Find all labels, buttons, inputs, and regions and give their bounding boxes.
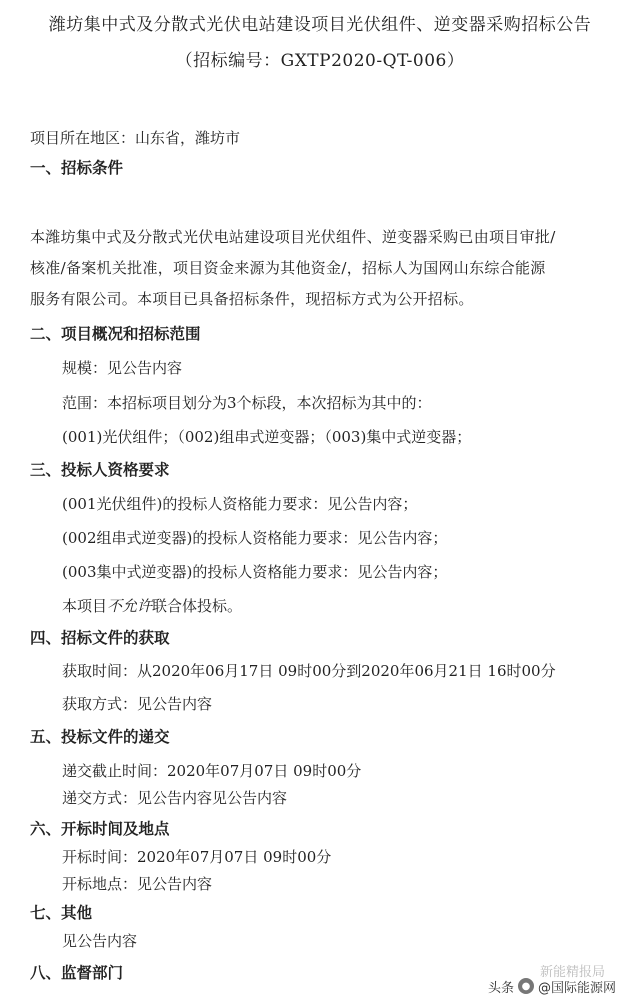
qualification-lot-002: (002组串式逆变器)的投标人资格能力要求：见公告内容； <box>62 529 448 547</box>
paragraph-line: 服务有限公司。本项目已具备招标条件，现招标方式为公开招标。 <box>30 290 474 308</box>
qualification-lot-001: (001光伏组件)的投标人资格能力要求：见公告内容； <box>62 495 418 513</box>
consortium-suffix: 联合体投标。 <box>152 597 243 615</box>
section-heading-7: 七、其他 <box>30 904 93 922</box>
section-heading-5: 五、投标文件的递交 <box>30 728 170 746</box>
section-heading-3: 三、投标人资格要求 <box>30 461 170 479</box>
project-location: 项目所在地区：山东省，潍坊市 <box>30 129 241 147</box>
source-watermark <box>488 972 638 1000</box>
bid-opening-place: 开标地点：见公告内容 <box>62 875 213 893</box>
consortium-prefix: 本项目 <box>62 597 108 615</box>
lot-list: (001)光伏组件；（002)组串式逆变器；（003)集中式逆变器； <box>62 428 472 446</box>
other-info: 见公告内容 <box>62 932 138 950</box>
qualification-lot-003: (003集中式逆变器)的投标人资格能力要求：见公告内容； <box>62 563 448 581</box>
document-acquisition-method: 获取方式：见公告内容 <box>62 695 213 713</box>
section-heading-4: 四、招标文件的获取 <box>30 629 170 647</box>
section-heading-1: 一、招标条件 <box>30 159 124 177</box>
project-scale: 规模：见公告内容 <box>62 359 183 377</box>
submission-method: 递交方式：见公告内容见公告内容 <box>62 789 288 807</box>
document-title: 潍坊集中式及分散式光伏电站建设项目光伏组件、逆变器采购招标公告 <box>48 15 592 35</box>
section-heading-2: 二、项目概况和招标范围 <box>30 325 201 343</box>
project-scope: 范围：本招标项目划分为3个标段，本次招标为其中的： <box>62 394 432 412</box>
watermark-name: @国际能源网 <box>538 980 617 996</box>
watermark-logo-icon: ● <box>518 978 534 994</box>
paragraph-line: 核准/备案机关批准，项目资金来源为其他资金/，招标人为国网山东综合能源 <box>30 259 546 277</box>
document-acquisition-time: 获取时间：从2020年06月17日 09时00分到2020年06月21日 16时00分 <box>62 662 556 680</box>
bid-opening-time: 开标时间：2020年07月07日 09时00分 <box>62 848 332 866</box>
watermark-prefix: 头条 <box>488 980 515 996</box>
faded-watermark: 新能精报局 <box>540 965 606 980</box>
paragraph-line: 本潍坊集中式及分散式光伏电站建设项目光伏组件、逆变器采购已由项目审批/ <box>30 228 556 246</box>
section-heading-6: 六、开标时间及地点 <box>30 820 170 838</box>
submission-deadline: 递交截止时间：2020年07月07日 09时00分 <box>62 762 362 780</box>
section-heading-8: 八、监督部门 <box>30 964 124 982</box>
tender-number: （招标编号：GXTP2020-QT-006） <box>175 51 465 71</box>
consortium-not-allowed: 不允许 <box>107 597 153 615</box>
tender-conditions-paragraph <box>30 222 630 315</box>
consortium-policy <box>62 596 242 616</box>
